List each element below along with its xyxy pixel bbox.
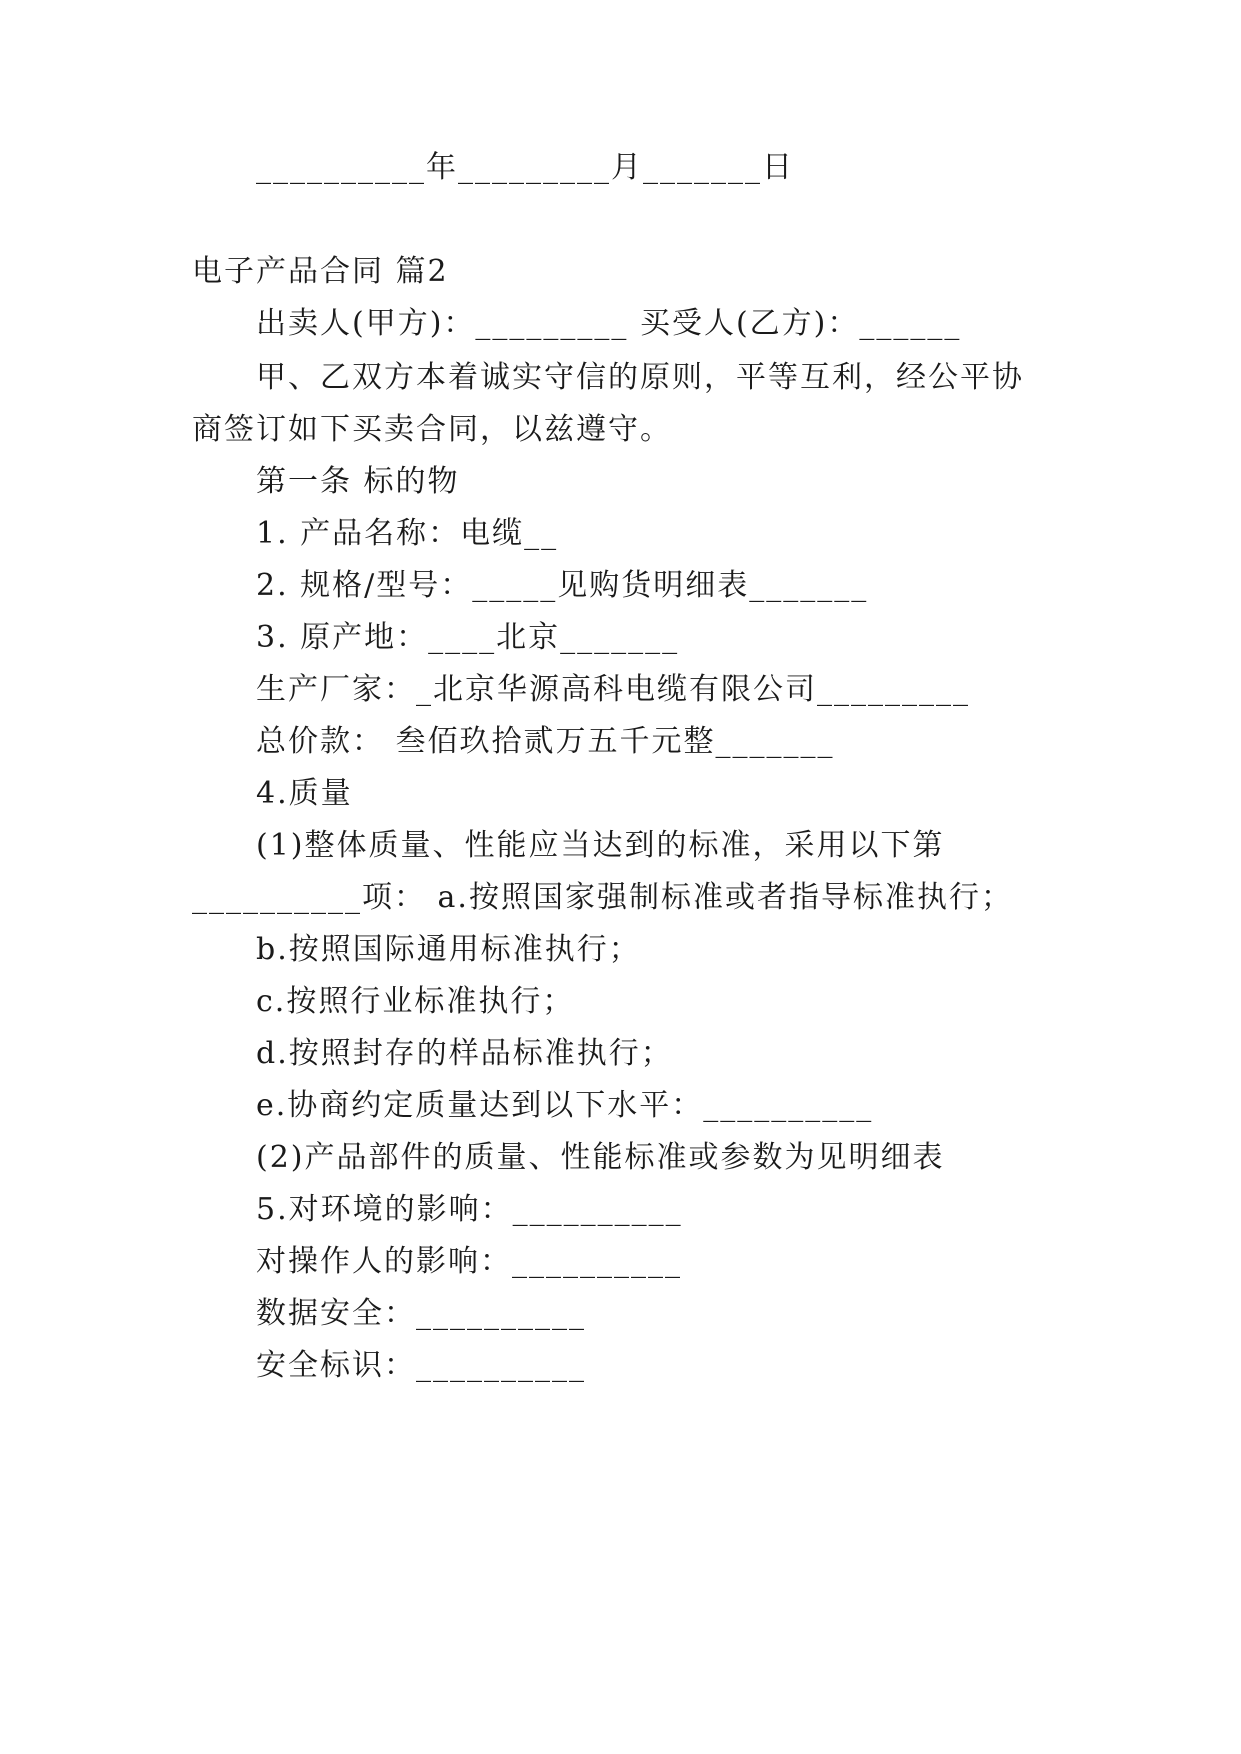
quality-2: (2)产品部件的质量、性能标准或参数为见明细表: [256, 1140, 945, 1175]
date-line: __________年_________月_______日: [256, 150, 794, 185]
intro-line-1: 甲、乙双方本着诚实守信的原则，平等互利，经公平协: [256, 360, 1024, 395]
intro-line-2: 商签订如下买卖合同，以兹遵守。: [192, 412, 672, 447]
specification: 2. 规格/型号：_____见购货明细表_______: [256, 568, 869, 603]
operator-impact: 对操作人的影响：__________: [256, 1244, 682, 1279]
option-e: e.协商约定质量达到以下水平：__________: [256, 1088, 874, 1123]
parties-line: 出卖人(甲方)：_________ 买受人(乙方)：______: [256, 306, 962, 341]
article1-title: 第一条 标的物: [256, 464, 460, 499]
product-name: 1. 产品名称：电缆__: [256, 516, 559, 551]
manufacturer: 生产厂家：_北京华源高科电缆有限公司_________: [256, 672, 970, 707]
quality-heading: 4.质量: [256, 776, 353, 811]
environment-impact: 5.对环境的影响：__________: [256, 1192, 683, 1227]
origin: 3. 原产地：____北京_______: [256, 620, 680, 655]
option-c: c.按照行业标准执行；: [256, 984, 575, 1019]
safety-mark: 安全标识：__________: [256, 1348, 586, 1383]
total-price: 总价款： 叁佰玖拾贰万五千元整_______: [256, 724, 835, 759]
option-d: d.按照封存的样品标准执行；: [256, 1036, 673, 1071]
quality-1-line-2: __________项： a.按照国家强制标准或者指导标准执行；: [192, 880, 1013, 915]
section-title: 电子产品合同 篇2: [192, 254, 449, 289]
option-b: b.按照国际通用标准执行；: [256, 932, 641, 967]
quality-1-line-1: (1)整体质量、性能应当达到的标准，采用以下第: [256, 828, 945, 863]
data-security: 数据安全：__________: [256, 1296, 586, 1331]
